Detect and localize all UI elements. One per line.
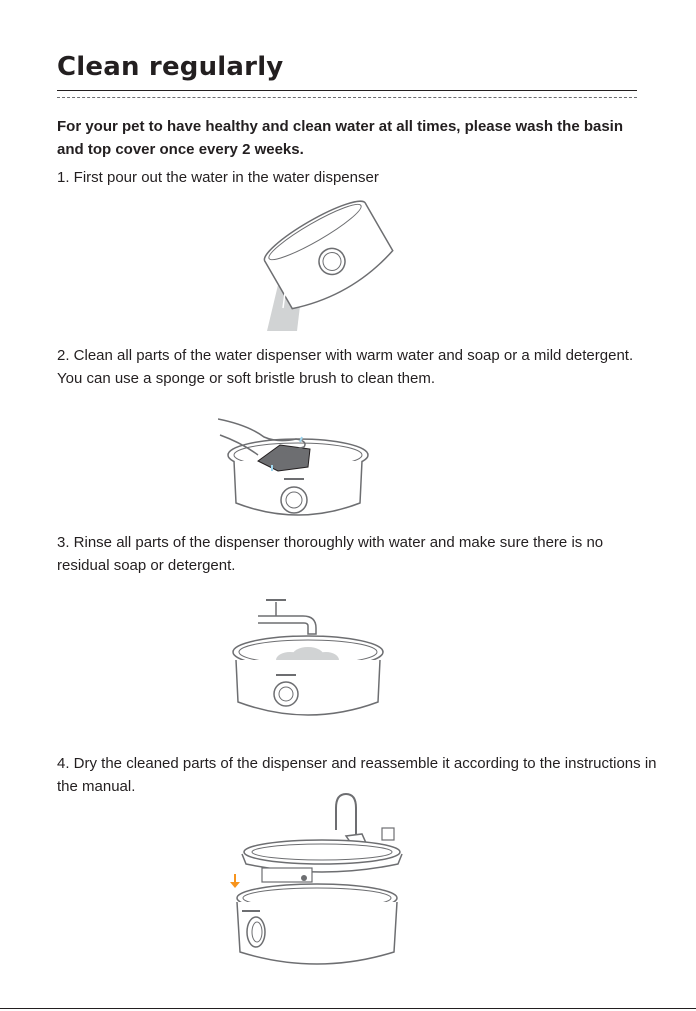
page-bottom-rule xyxy=(0,1008,696,1009)
step-2-text: 2. Clean all parts of the water dispenser with warm water and soap or a mild detergent. You can use a sponge or soft bristle brush to clean them. xyxy=(57,347,634,387)
step-4-text: 4. Dry the cleaned parts of the dispenser and reassemble it according to the instructions in the manual. xyxy=(57,755,657,795)
pouring-water-illustration xyxy=(255,198,405,333)
step-3-text: 3. Rinse all parts of the dispenser thoroughly with water and make sure there is no residual soap or detergent. xyxy=(57,534,604,574)
dashed-divider xyxy=(57,97,637,98)
reassembly-illustration xyxy=(222,790,412,975)
step-1-text: 1. First pour out the water in the water dispenser xyxy=(57,169,379,186)
rinsing-faucet-illustration xyxy=(228,590,388,725)
intro-text: For your pet to have healthy and clean water at all times, please wash the basin and top cover once every 2 weeks. xyxy=(57,118,624,158)
sponge-cleaning-illustration xyxy=(218,415,388,525)
page-title: Clean regularly xyxy=(57,52,284,82)
title-underline xyxy=(57,90,637,91)
